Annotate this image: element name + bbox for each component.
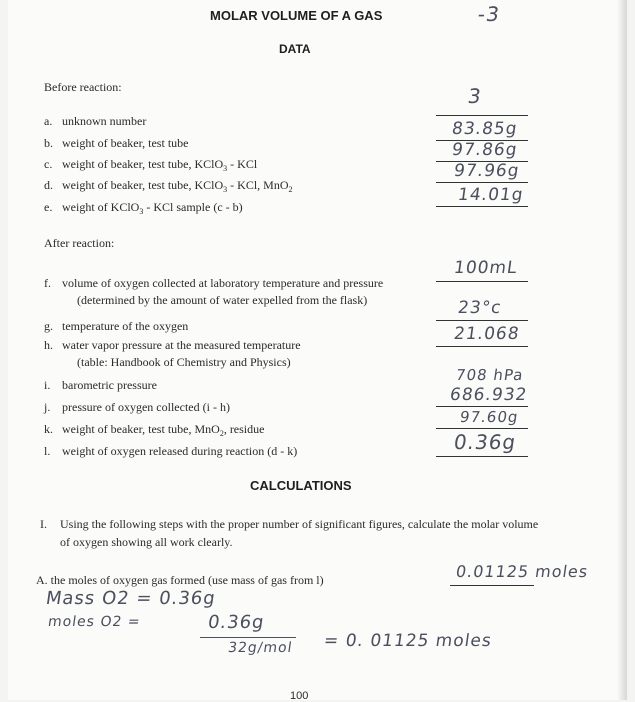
item-e-row xyxy=(44,200,243,216)
answer-b: 83.85g xyxy=(450,119,519,139)
answer-d: 97.96g xyxy=(452,161,521,181)
answer-e: 14.01g xyxy=(456,185,525,205)
page-number: 100 xyxy=(290,690,309,702)
item-d-subscript-2: 2 xyxy=(288,185,293,194)
item-c-text-end: - KCl xyxy=(227,157,258,171)
instruction-line1: Using the following steps with the proper number of significant figures, calculate the molar volume xyxy=(60,517,539,531)
item-c-subscript: 3 xyxy=(223,164,228,173)
item-h-label: h. xyxy=(44,338,53,352)
item-l-text: weight of oxygen released during reaction (d - k) xyxy=(62,444,298,458)
item-a-text: unknown number xyxy=(62,114,147,128)
answer-d-line xyxy=(436,182,528,183)
item-h-text-line2: (table: Handbook of Chemistry and Physics) xyxy=(77,355,291,369)
item-j-text: pressure of oxygen collected (i - h) xyxy=(62,400,230,414)
item-a-label: a. xyxy=(44,114,53,128)
answer-l: 0.36g xyxy=(452,430,518,454)
answer-f-line xyxy=(436,281,528,282)
item-b-text: weight of beaker, test tube xyxy=(62,136,189,150)
page-edge-shadow xyxy=(617,0,627,700)
item-g-label: g. xyxy=(44,319,53,333)
instruction-number: I. xyxy=(40,517,47,531)
answer-g: 23°c xyxy=(456,298,503,318)
work-fraction-bar xyxy=(200,637,296,638)
item-f-text-line2: (determined by the amount of water expelled from the flask) xyxy=(77,293,368,307)
work-numerator: 0.36g xyxy=(206,612,266,633)
item-c-text: weight of beaker, test tube, KClO xyxy=(62,157,224,171)
item-k-label: k. xyxy=(44,422,53,436)
data-heading: DATA xyxy=(279,42,311,56)
item-d-row xyxy=(44,178,293,194)
answer-h-line xyxy=(436,346,528,347)
answer-a-line xyxy=(436,115,528,116)
item-i-label: i. xyxy=(44,378,51,392)
item-g-text: temperature of the oxygen xyxy=(62,319,189,333)
instruction-row xyxy=(40,517,538,532)
work-moles-label: moles O2 = xyxy=(46,614,142,630)
answer-g-line xyxy=(436,320,528,321)
item-g-row xyxy=(44,319,188,334)
work-denominator: 32g/mol xyxy=(226,640,294,656)
page-title: MOLAR VOLUME OF A GAS xyxy=(210,8,383,23)
item-a-row xyxy=(44,114,146,129)
item-b-row xyxy=(44,136,188,151)
answer-i: 708 hPa xyxy=(454,366,525,384)
work-mass-line: Mass O2 = 0.36g xyxy=(44,588,218,609)
item-l-label: l. xyxy=(44,444,51,458)
item-e-label: e. xyxy=(44,200,53,214)
item-b-label: b. xyxy=(44,136,53,150)
part-a-text: A. the moles of oxygen gas formed (use mass of gas from l) xyxy=(36,573,324,587)
part-a-answer: 0.01125 moles xyxy=(454,562,590,581)
item-d-subscript-1: 3 xyxy=(223,185,228,194)
answer-f: 100mL xyxy=(452,258,519,278)
item-e-text: weight of KClO xyxy=(62,200,140,214)
work-result: = 0. 01125 moles xyxy=(322,631,494,651)
answer-k-line xyxy=(436,428,528,429)
part-a-answer-line xyxy=(450,585,534,586)
answer-e-line xyxy=(436,206,528,207)
item-j-row xyxy=(44,400,230,415)
answer-j: 686.932 xyxy=(448,385,529,405)
answer-h: 21.068 xyxy=(452,324,521,344)
item-i-row xyxy=(44,378,157,393)
before-reaction-heading: Before reaction: xyxy=(44,80,122,94)
item-d-text: weight of beaker, test tube, KClO xyxy=(62,178,224,192)
item-d-text-mid: - KCl, MnO xyxy=(227,178,289,192)
answer-k: 97.60g xyxy=(458,408,520,426)
item-l-row xyxy=(44,444,297,459)
item-d-label: d. xyxy=(44,178,53,192)
item-k-text-end: , residue xyxy=(223,422,265,436)
item-f-text: volume of oxygen collected at laboratory temperature and pressure xyxy=(62,276,384,290)
corner-handwritten-note: -3 xyxy=(476,2,502,26)
item-k-text: weight of beaker, test tube, MnO xyxy=(62,422,220,436)
item-j-label: j. xyxy=(44,400,51,414)
worksheet-page xyxy=(8,0,627,700)
item-k-row xyxy=(44,422,264,438)
answer-a: 3 xyxy=(466,84,484,108)
item-k-subscript: 2 xyxy=(219,429,224,438)
item-e-text-end: - KCl sample (c - b) xyxy=(143,200,243,214)
answer-c: 97.86g xyxy=(450,140,519,160)
calculations-heading: CALCULATIONS xyxy=(250,478,352,493)
instruction-line2: of oxygen showing all work clearly. xyxy=(60,535,233,549)
answer-j-line xyxy=(436,406,528,407)
item-e-subscript: 3 xyxy=(139,207,144,216)
after-reaction-heading: After reaction: xyxy=(44,236,115,250)
item-h-row xyxy=(44,338,301,353)
item-c-row xyxy=(44,157,257,173)
item-f-label: f. xyxy=(44,276,51,290)
item-i-text: barometric pressure xyxy=(62,378,157,392)
item-h-text: water vapor pressure at the measured temperature xyxy=(62,338,301,352)
answer-l-line xyxy=(436,456,528,457)
item-c-label: c. xyxy=(44,157,53,171)
item-f-row xyxy=(44,276,383,291)
